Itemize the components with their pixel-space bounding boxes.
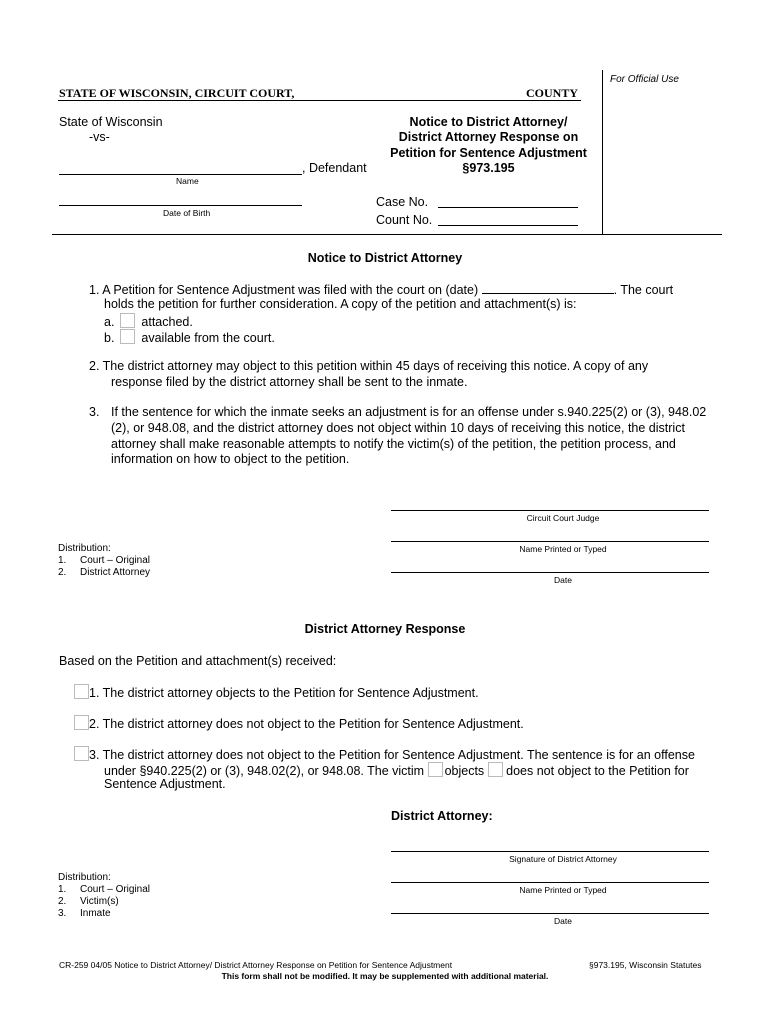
notice-item-1 bbox=[89, 282, 673, 298]
notice-item-3-line2: (2), or 948.08, and the district attorney does not object within 10 days of receiving this notice, the district bbox=[111, 421, 685, 435]
distribution-text: Victim(s) bbox=[80, 896, 119, 907]
notice-item-1-text: 1. A Petition for Sentence Adjustment was filed with the court on (date) bbox=[89, 283, 479, 297]
header-bottom-rule bbox=[52, 234, 722, 235]
distribution-label: Distribution: bbox=[58, 872, 111, 883]
vs-label: -vs- bbox=[89, 130, 110, 144]
district-attorney-label: District Attorney: bbox=[391, 809, 493, 823]
response-option-1-text: 1. The district attorney objects to the Petition for Sentence Adjustment. bbox=[89, 686, 479, 700]
county-label: COUNTY bbox=[526, 86, 579, 100]
judge-date-caption: Date bbox=[554, 575, 572, 585]
distribution-item bbox=[58, 555, 150, 567]
distribution-text: District Attorney bbox=[80, 567, 151, 578]
judge-signature-field[interactable] bbox=[391, 510, 709, 511]
da-name-field[interactable] bbox=[391, 882, 709, 883]
distribution-text: Court – Original bbox=[80, 884, 151, 895]
notice-item-1-line2: holds the petition for further consideration. A copy of the petition and attachment(s) is: bbox=[104, 297, 577, 311]
notice-item-1-text-end: . The court bbox=[613, 283, 674, 297]
notice-item-3-line1: If the sentence for which the inmate seeks an adjustment is for an offense under s.940.225(2) or (3), 948.02 bbox=[111, 405, 707, 419]
form-title-2: District Attorney Response on bbox=[398, 130, 579, 144]
judge-caption: Circuit Court Judge bbox=[526, 513, 600, 523]
judge-name-caption: Name Printed or Typed bbox=[519, 544, 607, 554]
response-option-3-line3: Sentence Adjustment. bbox=[104, 777, 226, 791]
dob-field[interactable] bbox=[59, 205, 302, 206]
da-date-field[interactable] bbox=[391, 913, 709, 914]
form-title-3: Petition for Sentence Adjustment bbox=[390, 146, 587, 160]
no-objection-victim-checkbox[interactable] bbox=[74, 746, 89, 761]
name-caption: Name bbox=[176, 176, 199, 186]
option-b-text: available from the court. bbox=[141, 331, 275, 345]
victim-no-objection-checkbox[interactable] bbox=[488, 762, 503, 777]
no-objection-checkbox[interactable] bbox=[74, 715, 89, 730]
notice-item-3-num: 3. bbox=[89, 405, 100, 419]
response-option-3-text-b: does not object to the Petition for bbox=[506, 764, 689, 778]
response-option-2 bbox=[74, 715, 524, 732]
notice-distribution bbox=[58, 543, 150, 579]
footer-statute: §973.195, Wisconsin Statutes bbox=[589, 960, 702, 970]
official-use-divider bbox=[602, 70, 603, 234]
option-a-text: attached. bbox=[141, 315, 193, 329]
distribution-text: Court – Original bbox=[80, 555, 151, 566]
distribution-num: 1. bbox=[58, 555, 67, 566]
response-heading: District Attorney Response bbox=[304, 622, 466, 636]
option-a-label: a. bbox=[104, 315, 115, 329]
case-no-field[interactable] bbox=[438, 207, 578, 208]
victim-objects-label: objects bbox=[444, 764, 485, 778]
distribution-num: 1. bbox=[58, 884, 67, 895]
distribution-text: Inmate bbox=[80, 908, 111, 919]
footer-form-id: CR-259 04/05 Notice to District Attorney/ District Attorney Response on Petition for Sentence Adjustment bbox=[59, 960, 453, 970]
judge-name-field[interactable] bbox=[391, 541, 709, 542]
option-a bbox=[104, 313, 193, 330]
distribution-item bbox=[58, 567, 150, 579]
notice-item-3-line4: information on how to object to the petition. bbox=[111, 452, 350, 466]
response-option-3-text-a: under §940.225(2) or (3), 948.02(2), or 948.08. The victim bbox=[104, 764, 425, 778]
form-title-1: Notice to District Attorney/ bbox=[409, 115, 568, 129]
count-no-field[interactable] bbox=[438, 225, 578, 226]
case-no-label: Case No. bbox=[376, 195, 429, 209]
judge-date-field[interactable] bbox=[391, 572, 709, 573]
count-no-label: Count No. bbox=[376, 213, 433, 227]
response-option-3 bbox=[74, 746, 695, 763]
defendant-name-field[interactable] bbox=[59, 174, 302, 175]
response-option-2-text: 2. The district attorney does not object to the Petition for Sentence Adjustment. bbox=[89, 717, 524, 731]
distribution-num: 2. bbox=[58, 567, 67, 578]
state-name: State of Wisconsin bbox=[59, 115, 163, 129]
county-underline bbox=[58, 100, 581, 101]
da-signature-field[interactable] bbox=[391, 851, 709, 852]
attached-checkbox[interactable] bbox=[120, 313, 135, 328]
response-intro: Based on the Petition and attachment(s) received: bbox=[59, 654, 337, 668]
da-signature-caption: Signature of District Attorney bbox=[509, 854, 617, 864]
da-name-caption: Name Printed or Typed bbox=[519, 885, 607, 895]
official-use-label: For Official Use bbox=[610, 74, 679, 85]
option-b-label: b. bbox=[104, 331, 115, 345]
distribution-item bbox=[58, 908, 150, 920]
notice-heading: Notice to District Attorney bbox=[307, 251, 463, 265]
distribution-num: 2. bbox=[58, 896, 67, 907]
da-date-caption: Date bbox=[554, 916, 572, 926]
dob-caption: Date of Birth bbox=[163, 208, 211, 218]
distribution-num: 3. bbox=[58, 908, 67, 919]
footer-notice: This form shall not be modified. It may be supplemented with additional material. bbox=[221, 971, 549, 981]
victim-objects-checkbox[interactable] bbox=[428, 762, 443, 777]
distribution-label: Distribution: bbox=[58, 543, 111, 554]
notice-item-2-line1: 2. The district attorney may object to this petition within 45 days of receiving this notice. A copy of any bbox=[89, 359, 649, 373]
response-option-1 bbox=[74, 684, 479, 701]
distribution-item bbox=[58, 884, 150, 896]
option-b bbox=[104, 329, 275, 346]
petition-date-field[interactable] bbox=[482, 282, 614, 294]
defendant-label: , Defendant bbox=[302, 161, 367, 175]
court-title: STATE OF WISCONSIN, CIRCUIT COURT, bbox=[59, 86, 295, 100]
response-option-3-text: 3. The district attorney does not object to the Petition for Sentence Adjustment. The sentence is for an offense bbox=[89, 748, 695, 762]
response-distribution bbox=[58, 872, 150, 920]
distribution-item bbox=[58, 896, 150, 908]
available-checkbox[interactable] bbox=[120, 329, 135, 344]
form-title-4: §973.195 bbox=[462, 161, 515, 175]
notice-item-2-line2: response filed by the district attorney shall be sent to the inmate. bbox=[111, 375, 468, 389]
objects-checkbox[interactable] bbox=[74, 684, 89, 699]
notice-item-3-line3: attorney shall make reasonable attempts to notify the victim(s) of the petition, the petition process, and bbox=[111, 437, 676, 451]
